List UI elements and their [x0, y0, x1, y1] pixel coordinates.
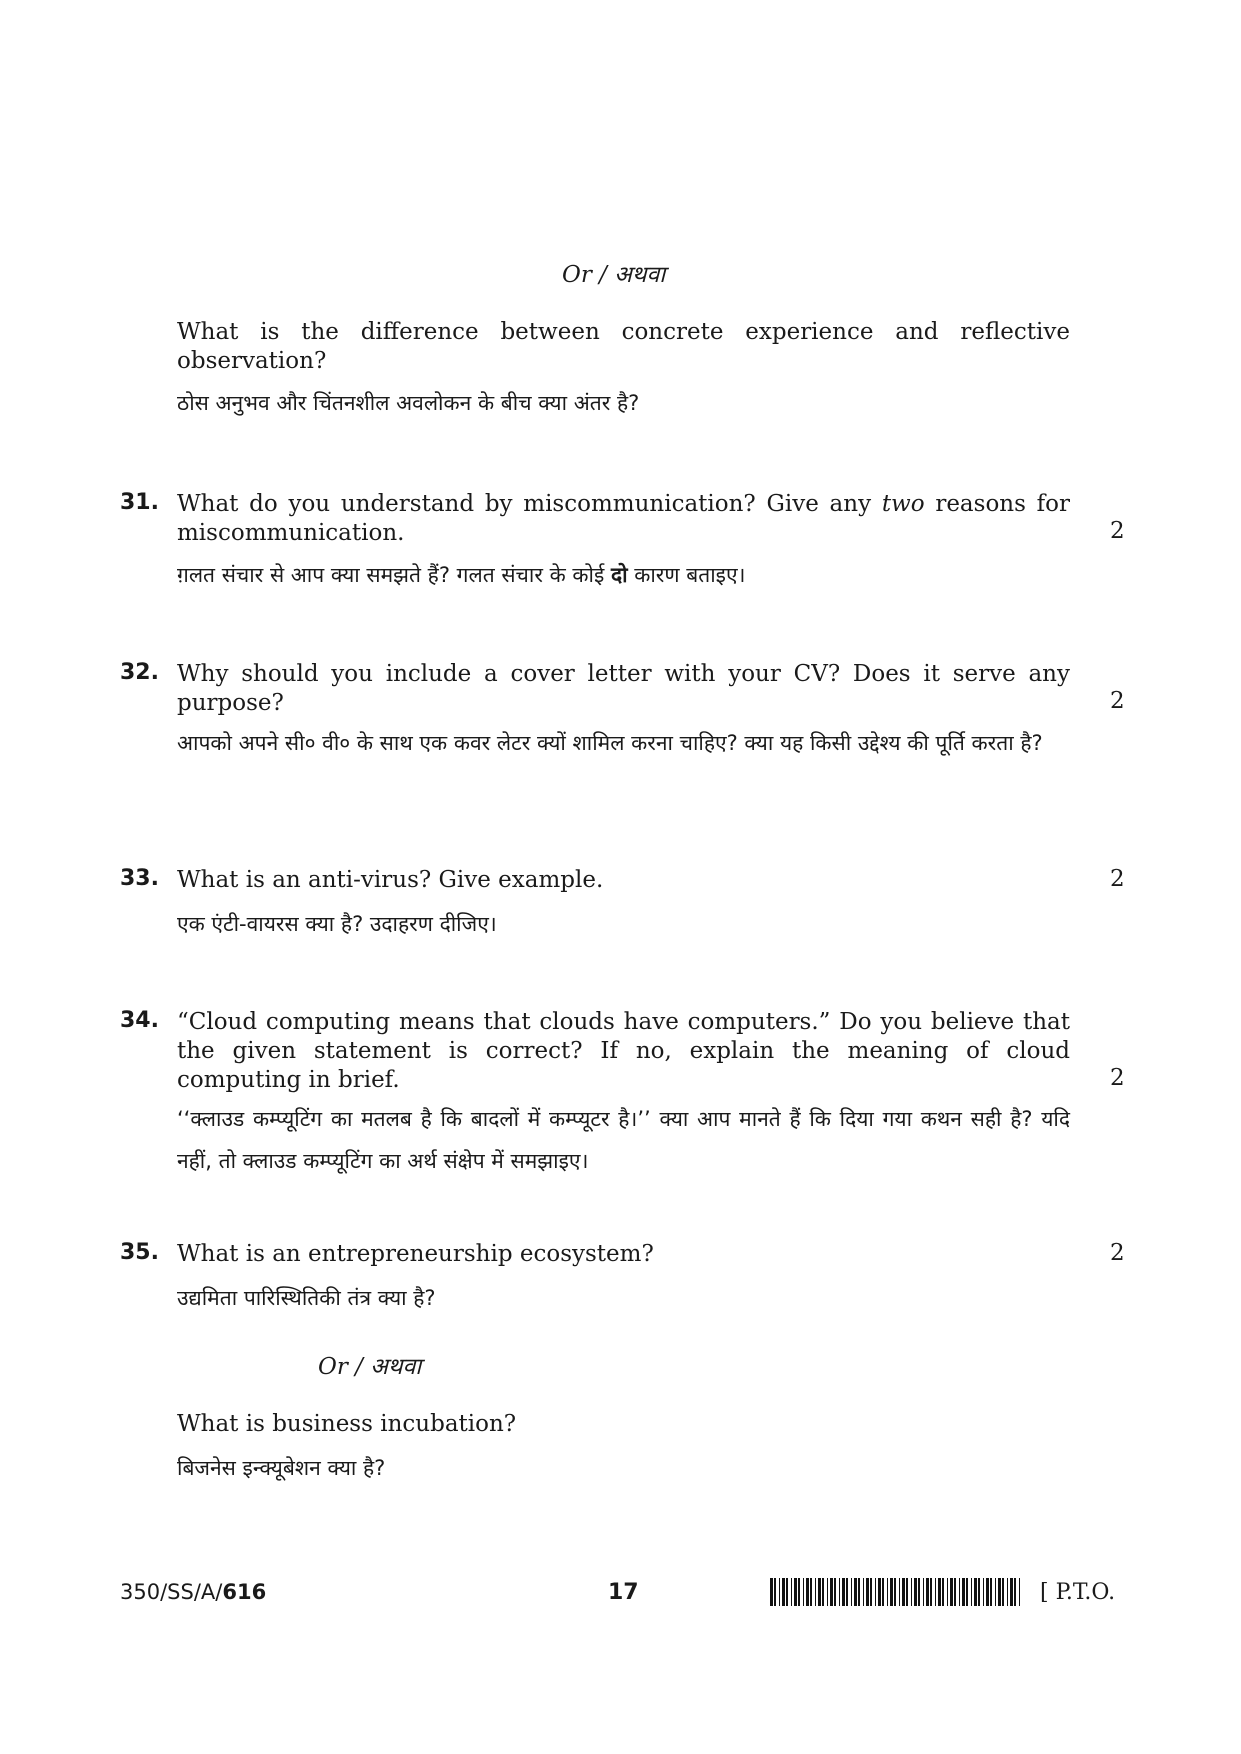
question-text-hi: बिजनेस इन्क्यूबेशन क्या है? — [177, 1456, 386, 1480]
question-text-en: What do you understand by miscommunication? Give any two reasons for miscommunication. — [177, 491, 1071, 546]
marks: 2 — [1110, 518, 1125, 544]
page-number: 17 — [608, 1580, 639, 1605]
question-number: 31. — [120, 490, 159, 515]
question-text-en: What is an anti-virus? Give example. — [177, 867, 604, 893]
marks: 2 — [1110, 866, 1125, 892]
question-text-hi: ‘‘क्लाउड कम्प्यूटिंग का मतलब है कि बादलों में कम्प्यूटर है।’’ क्या आप मानते हैं कि दिया गया कथन सही है? यदि नहीं, तो क्लाउड कम्प्यूटिंग का अर्थ संक्षेप में समझाइए। — [177, 1107, 1070, 1173]
marks: 2 — [1110, 1065, 1125, 1091]
question-text-hi: ग़लत संचार से आप क्या समझते हैं? गलत संचार के कोई दो कारण बताइए। — [177, 563, 746, 587]
question-number: 34. — [120, 1008, 159, 1033]
question-text-hi: आपको अपने सी० वी० के साथ एक कवर लेटर क्यों शामिल करना चाहिए? क्या यह किसी उद्देश्य की पूर्ति करता है? — [177, 731, 1043, 755]
question-text-en: What is the difference between concrete experience and reflective observation? — [177, 319, 1070, 374]
marks: 2 — [1110, 688, 1125, 714]
question-text-en: What is an entrepreneurship ecosystem? — [177, 1241, 654, 1267]
question-text-hi: ठोस अनुभव और चिंतनशील अवलोकन के बीच क्या अंतर है? — [177, 391, 640, 415]
marks: 2 — [1110, 1240, 1125, 1266]
paper-code: 350/SS/A/616 — [120, 1580, 267, 1604]
question-text-en: What is business incubation? — [177, 1411, 517, 1437]
question-text-en: Why should you include a cover letter with your CV? Does it serve any purpose? — [177, 661, 1070, 716]
question-text-en: “Cloud computing means that clouds have computers.” Do you believe that the given statement is correct? If no, explain the meaning of cloud computing in brief. — [177, 1009, 1070, 1093]
question-text-hi: उद्यमिता पारिस्थितिकी तंत्र क्या है? — [177, 1286, 436, 1310]
question-number: 35. — [120, 1240, 159, 1265]
question-text-hi: एक एंटी-वायरस क्या है? उदाहरण दीजिए। — [177, 912, 497, 936]
barcode — [770, 1578, 1026, 1606]
pto-label: [ P.T.O. — [1040, 1580, 1116, 1605]
question-number: 33. — [120, 866, 159, 891]
question-number: 32. — [120, 660, 159, 685]
or-separator-top: Or / अथवा — [562, 262, 666, 288]
or-separator-q35: Or / अथवा — [318, 1354, 422, 1380]
